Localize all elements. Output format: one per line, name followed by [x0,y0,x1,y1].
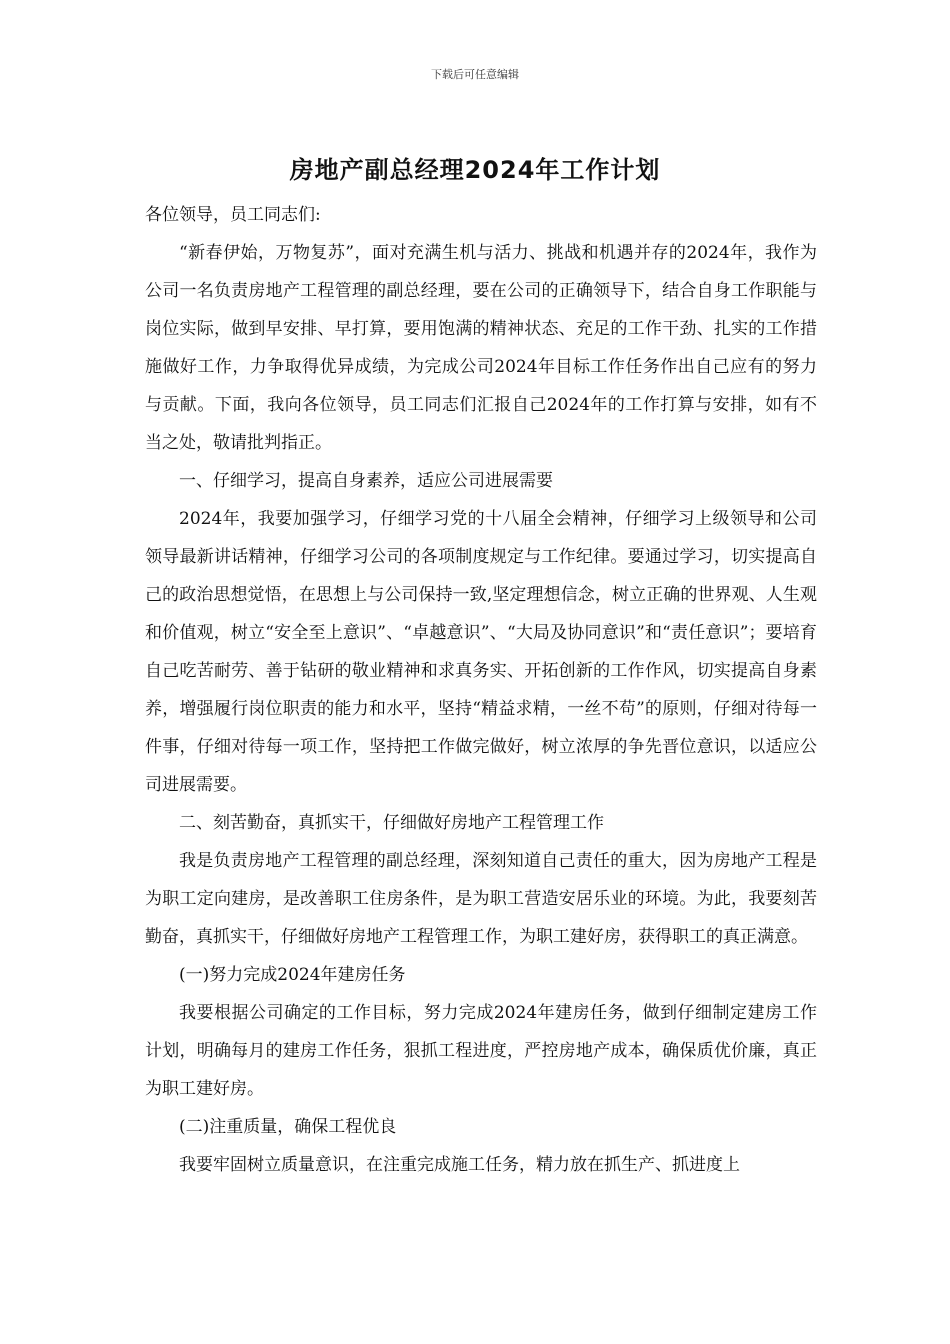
paragraph-section-2: 我是负责房地产工程管理的副总经理，深刻知道自己责任的重大，因为房地产工程是为职工定向建房，是改善职工住房条件，是为职工营造安居乐业的环境。为此，我要刻苦勤奋，真抓实干，仔细做好房地产工程管理工作，为职工建好房，获得职工的真正满意。 [145,851,817,947]
header-note: 下载后可任意编辑 [431,68,519,81]
document-title: 房地产副总经理2024年工作计划 [289,156,661,184]
subsection-heading-2: (二)注重质量，确保工程优良 [179,1117,397,1137]
section-heading-2: 二、刻苦勤奋，真抓实干，仔细做好房地产工程管理工作 [179,813,604,833]
paragraph-salutation: 各位领导，员工同志们: [145,205,321,225]
paragraph-intro: “新春伊始，万物复苏”，面对充满生机与活力、挑战和机遇并存的2024年，我作为公司一名负责房地产工程管理的副总经理，要在公司的正确领导下，结合自身工作职能与岗位实际，做到早安排、早打算，要用饱满的精神状态、充足的工作干劲、扎实的工作措施做好工作，力争取得优异成绩，为完成公司2024年目标工作任务作出自己应有的努力与贡献。下面，我向各位领导，员工同志们汇报自己2024年的工作打算与安排，如有不当之处，敬请批判指正。 [145,243,817,453]
paragraph-subsection-1: 我要根据公司确定的工作目标，努力完成2024年建房任务，做到仔细制定建房工作计划，明确每月的建房工作任务，狠抓工程进度，严控房地产成本，确保质优价廉，真正为职工建好房。 [145,1003,817,1099]
subsection-heading-1: (一)努力完成2024年建房任务 [179,965,406,985]
paragraph-subsection-2: 我要牢固树立质量意识，在注重完成施工任务，精力放在抓生产、抓进度上 [179,1155,740,1175]
paragraph-section-1: 2024年，我要加强学习，仔细学习党的十八届全会精神，仔细学习上级领导和公司领导最新讲话精神，仔细学习公司的各项制度规定与工作纪律。要通过学习，切实提高自己的政治思想觉悟，在思想上与公司保持一致,坚定理想信念，树立正确的世界观、人生观和价值观，树立“安全至上意识”、“卓越意识”、“大局及协同意识”和“责任意识”；要培育自己吃苦耐劳、善于钻研的敬业精神和求真务实、开拓创新的工作作风，切实提高自身素养，增强履行岗位职责的能力和水平，坚持“精益求精，一丝不苟”的原则，仔细对待每一件事，仔细对待每一项工作，坚持把工作做完做好，树立浓厚的争先晋位意识，以适应公司进展需要。 [145,509,817,795]
section-heading-1: 一、仔细学习，提高自身素养，适应公司进展需要 [179,471,553,491]
document-body [145,196,817,1184]
